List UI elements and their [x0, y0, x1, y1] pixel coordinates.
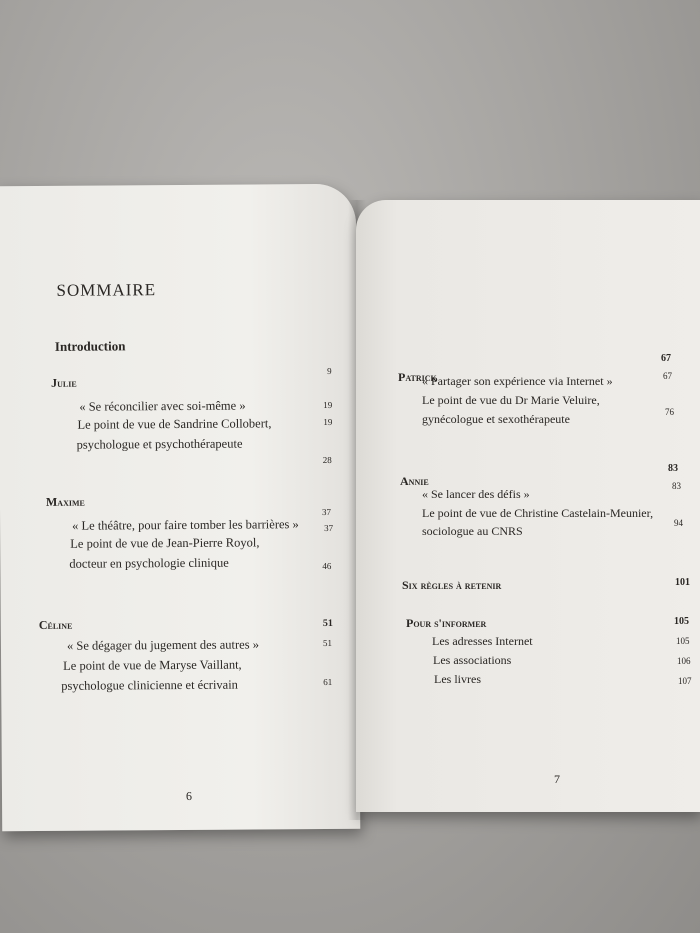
toc-julie-expert-title: psychologue et psychothérapeute [76, 436, 243, 452]
toc-patrick-title-page: 67 [663, 371, 672, 381]
toc-celine-title: « Se dégager du jugement des autres » [66, 637, 259, 653]
toc-informer-item-page: 107 [678, 676, 692, 686]
toc-maxime-expert: Le point de vue de Jean-Pierre Royol, [70, 535, 260, 551]
toc-patrick-title: « Partager son expérience via Internet » [422, 374, 613, 388]
toc-annie-title-page: 83 [672, 481, 681, 491]
toc-section-annie: Annie [400, 474, 429, 488]
toc-annie-title: « Se lancer des défis » [422, 487, 530, 501]
toc-celine-page: 51 [322, 617, 333, 629]
toc-annie-expert-title: sociologue au CNRS [422, 524, 523, 538]
toc-julie-page: 19 [323, 416, 333, 427]
toc-section-maxime: Maxime [45, 494, 85, 509]
toc-informer-item: Les livres [434, 672, 481, 686]
toc-pour-s-informer: Pour s'informer [406, 616, 487, 630]
toc-intro-label: Introduction [54, 338, 126, 354]
toc-intro-page: 9 [327, 365, 332, 376]
toc-julie-title: « Se réconcilier avec soi-même » [79, 398, 246, 414]
toc-julie-expert-page: 28 [322, 454, 332, 465]
toc-maxime-expert-title: docteur en psychologie clinique [69, 555, 229, 571]
toc-six-regles: Six règles à retenir [402, 578, 502, 592]
toc-maxime-expert-page: 46 [322, 560, 332, 572]
toc-celine-title-page: 51 [322, 637, 332, 648]
toc-annie-page: 83 [668, 463, 678, 474]
toc-heading: SOMMAIRE [56, 280, 157, 300]
toc-patrick-expert-title: gynécologue et sexothérapeute [422, 412, 570, 426]
toc-patrick-expert-page: 76 [665, 407, 674, 417]
toc-section-patrick: Patrick [398, 370, 437, 384]
toc-section-celine: Céline [38, 617, 73, 632]
toc-julie-title-page: 19 [323, 399, 333, 410]
toc-celine-expert: Le point de vue de Maryse Vaillant, [63, 657, 242, 673]
toc-julie-expert: Le point de vue de Sandrine Collobert, [77, 416, 272, 432]
toc-patrick-expert: Le point de vue du Dr Marie Veluire, [422, 393, 600, 407]
toc-informer-item-page: 106 [677, 656, 691, 666]
toc-patrick-page: 67 [661, 353, 671, 364]
toc-celine-expert-page: 61 [323, 676, 333, 687]
toc-informer-item: Les associations [433, 653, 512, 667]
toc-maxime-title: « Le théâtre, pour faire tomber les barrières » [72, 517, 299, 533]
toc-celine-expert-title: psychologue clinicienne et écrivain [61, 677, 238, 693]
right-page [356, 200, 700, 812]
toc-informer-item: Les adresses Internet [432, 634, 533, 648]
toc-six-regles-page: 101 [675, 577, 690, 588]
page-number-left: 6 [185, 788, 193, 803]
toc-maxime-page: 37 [322, 506, 332, 518]
toc-informer-item-page: 105 [676, 636, 690, 646]
page-number-right: 7 [554, 772, 560, 786]
toc-section-julie: Julie [51, 375, 77, 390]
left-page [0, 184, 360, 831]
toc-maxime-title-page: 37 [324, 522, 334, 533]
toc-pour-s-informer-page: 105 [674, 616, 689, 627]
toc-annie-expert: Le point de vue de Christine Castelain-Meunier, [422, 506, 654, 520]
toc-annie-expert-page: 94 [674, 518, 683, 528]
